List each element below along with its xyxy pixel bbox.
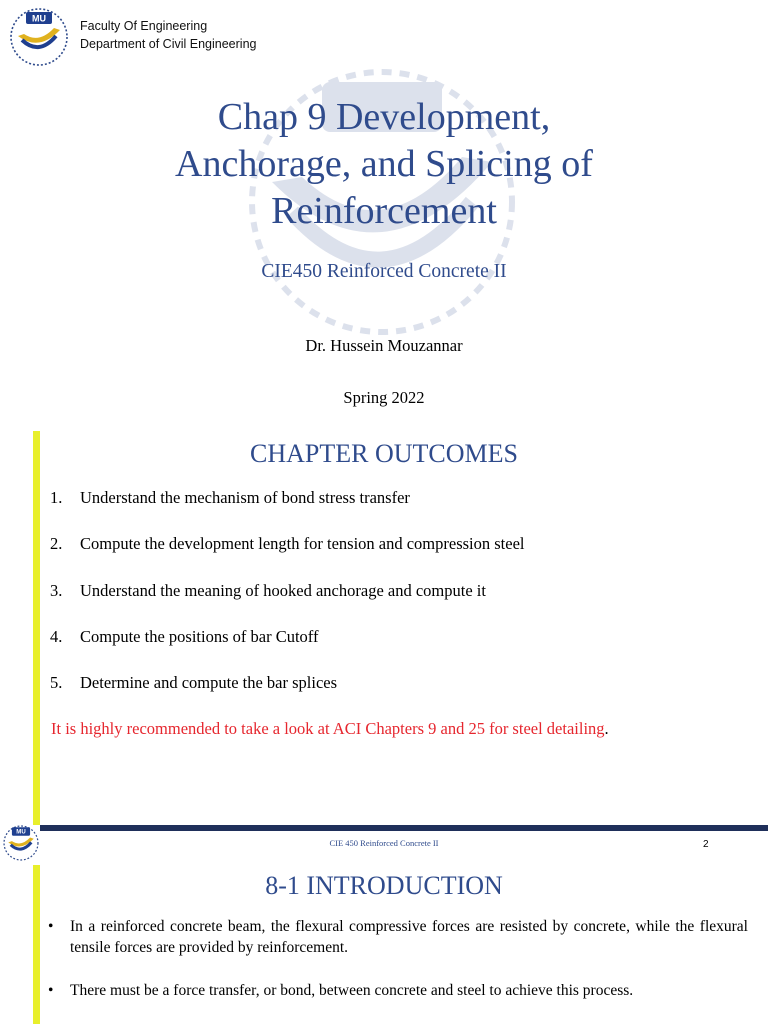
item-number: 3.: [50, 580, 63, 600]
page-number: 2: [703, 839, 709, 850]
outcomes-heading: CHAPTER OUTCOMES: [250, 439, 518, 468]
presentation-title: [84, 94, 684, 235]
item-text: Compute the positions of bar Cutoff: [80, 626, 319, 646]
list-item: [48, 980, 748, 1001]
faculty-name: Faculty Of Engineering: [80, 19, 208, 33]
aci-recommendation-note: [51, 719, 609, 739]
note-period: .: [604, 719, 609, 738]
item-text: Compute the development length for tension and compression steel: [80, 534, 525, 554]
title-slide: [0, 0, 768, 425]
footer-divider: [40, 825, 768, 831]
author-name: Dr. Hussein Mouzannar: [305, 336, 463, 355]
item-text: Determine and compute the bar splices: [80, 673, 338, 693]
bullet-text: In a reinforced concrete beam, the flexural compressive forces are resisted by concrete, while the flexural tensile forces are provided by reinforcement.: [70, 918, 748, 956]
footer-logo-text: MU: [16, 829, 26, 836]
bullet-mark: •: [48, 982, 54, 999]
outcomes-slide: [0, 431, 768, 850]
introduction-bullets: [48, 916, 748, 1023]
item-number: 2.: [50, 534, 63, 554]
logo-text: MU: [32, 13, 46, 24]
title-line-1: Chap 9 Development,: [217, 96, 551, 138]
item-text: Understand the mechanism of bond stress transfer: [80, 488, 410, 507]
item-number: 1.: [50, 488, 63, 507]
item-text: Understand the meaning of hooked anchorage and compute it: [80, 580, 486, 600]
bullet-mark: •: [48, 918, 54, 935]
note-text: It is highly recommended to take a look at ACI Chapters 9 and 25 for steel detailing: [51, 719, 605, 738]
title-line-2: Anchorage, and Splicing of: [175, 143, 593, 185]
bullet-text: There must be a force transfer, or bond, between concrete and steel to achieve this process.: [70, 982, 634, 999]
introduction-heading: 8-1 INTRODUCTION: [265, 871, 503, 900]
item-number: 5.: [50, 673, 63, 693]
course-name: CIE450 Reinforced Concrete II: [261, 261, 507, 282]
list-item: [50, 627, 525, 673]
department-name: Department of Civil Engineering: [80, 37, 257, 51]
semester: Spring 2022: [343, 388, 425, 407]
outcomes-list: [50, 488, 525, 719]
list-item: [48, 916, 748, 958]
introduction-slide: [0, 865, 768, 1024]
footer-course: CIE 450 Reinforced Concrete II: [329, 838, 439, 848]
list-item: [50, 581, 525, 627]
university-logo-icon: [6, 6, 72, 68]
title-line-3: Reinforcement: [271, 190, 497, 232]
list-item: [50, 534, 525, 580]
institution-header: [80, 17, 256, 53]
accent-bar: [33, 431, 40, 825]
list-item: [50, 488, 525, 534]
list-item: [50, 673, 525, 719]
item-number: 4.: [50, 626, 63, 646]
